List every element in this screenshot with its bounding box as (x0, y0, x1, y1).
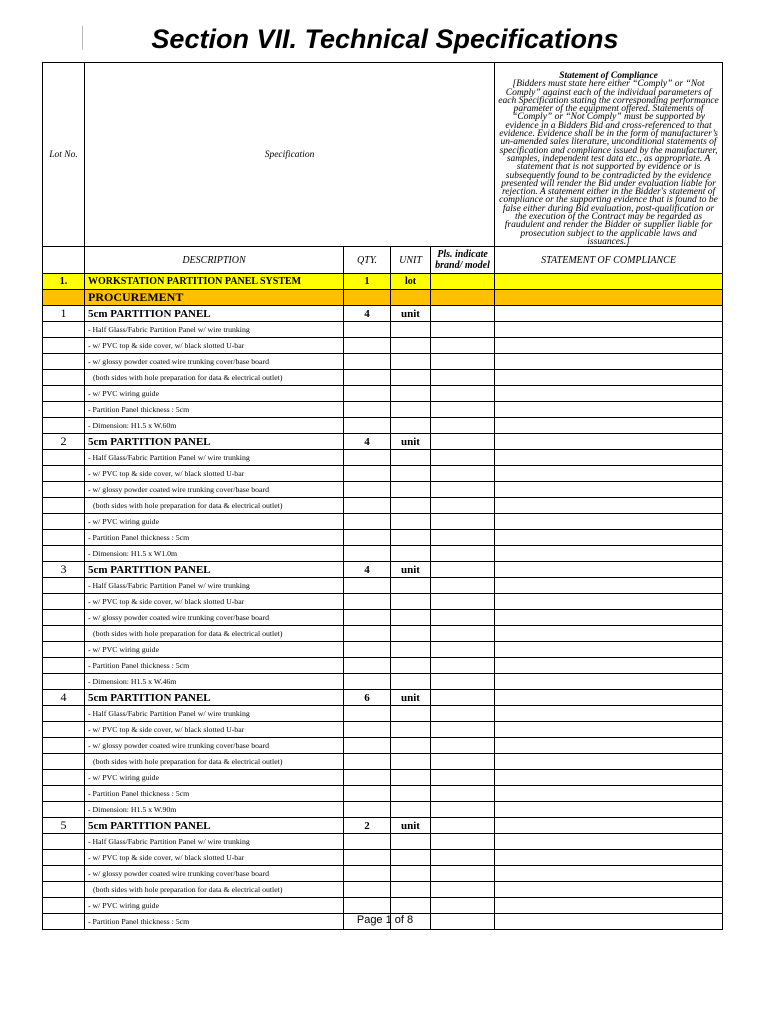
brand-cell (431, 818, 495, 834)
brand-cell (431, 898, 495, 914)
blank-cell (391, 898, 431, 914)
spec-table (42, 62, 723, 930)
brand-cell (431, 754, 495, 770)
blank-cell (391, 770, 431, 786)
spec-row (43, 706, 723, 722)
blank-cell (43, 626, 85, 642)
blank-cell (391, 722, 431, 738)
spec-text: - Half Glass/Fabric Partition Panel w/ wire trunking (85, 834, 344, 850)
brand-cell (431, 722, 495, 738)
blank-cell (344, 770, 391, 786)
compliance-cell (495, 802, 723, 818)
blank-cell (344, 498, 391, 514)
specification-header: Specification (85, 63, 495, 247)
blank-cell (43, 898, 85, 914)
blank-cell (43, 370, 85, 386)
blank-cell (391, 354, 431, 370)
brand-cell (431, 306, 495, 322)
blank-cell (43, 674, 85, 690)
spec-text: (both sides with hole preparation for data & electrical outlet) (85, 370, 344, 386)
blank-cell (431, 290, 495, 306)
blank-cell (344, 754, 391, 770)
item-qty: 4 (344, 434, 391, 450)
spec-row (43, 402, 723, 418)
blank-cell (391, 578, 431, 594)
compliance-cell (495, 898, 723, 914)
compliance-cell (495, 754, 723, 770)
item-lot: 1 (43, 306, 85, 322)
brand-cell (431, 610, 495, 626)
blank-cell (43, 322, 85, 338)
compliance-cell (495, 578, 723, 594)
spec-row (43, 674, 723, 690)
spec-row (43, 450, 723, 466)
brand-cell (431, 642, 495, 658)
spec-row (43, 466, 723, 482)
brand-cell (431, 770, 495, 786)
column-header-row (43, 247, 723, 274)
blank-cell (43, 418, 85, 434)
item-unit: unit (391, 306, 431, 322)
brand-cell (431, 658, 495, 674)
spec-row (43, 834, 723, 850)
item-lot: 2 (43, 434, 85, 450)
blank-cell (43, 450, 85, 466)
blank-cell (391, 658, 431, 674)
spec-row (43, 754, 723, 770)
system-unit: lot (391, 274, 431, 290)
blank-cell (344, 354, 391, 370)
unit-header: UNIT (391, 247, 431, 274)
compliance-cell (495, 594, 723, 610)
blank-cell (344, 594, 391, 610)
brand-cell (431, 450, 495, 466)
blank-cell (344, 642, 391, 658)
compliance-cell (495, 722, 723, 738)
spec-text: - Partition Panel thickness : 5cm (85, 914, 344, 930)
compliance-cell (495, 386, 723, 402)
blank-cell (344, 834, 391, 850)
blank-cell (43, 786, 85, 802)
spec-row (43, 626, 723, 642)
blank-cell (391, 850, 431, 866)
procurement-row (43, 290, 723, 306)
blank-cell (43, 866, 85, 882)
spec-row (43, 850, 723, 866)
system-qty: 1 (344, 274, 391, 290)
spec-text: - Half Glass/Fabric Partition Panel w/ wire trunking (85, 706, 344, 722)
blank-cell (43, 338, 85, 354)
item-name: 5cm PARTITION PANEL (85, 434, 344, 450)
blank-cell (391, 882, 431, 898)
spec-text: - Partition Panel thickness : 5cm (85, 786, 344, 802)
blank-cell (391, 386, 431, 402)
blank-cell (391, 834, 431, 850)
blank-cell (391, 402, 431, 418)
spec-text: - Half Glass/Fabric Partition Panel w/ wire trunking (85, 322, 344, 338)
blank-cell (43, 722, 85, 738)
blank-cell (344, 546, 391, 562)
blank-cell (344, 466, 391, 482)
blank-cell (344, 402, 391, 418)
brand-cell (431, 418, 495, 434)
blank-cell (43, 466, 85, 482)
blank-cell (344, 674, 391, 690)
compliance-cell (495, 450, 723, 466)
blank-cell (391, 706, 431, 722)
blank-cell (43, 882, 85, 898)
blank-cell (43, 706, 85, 722)
blank-cell (344, 738, 391, 754)
brand-cell (431, 482, 495, 498)
blank-cell (344, 418, 391, 434)
blank-cell (391, 338, 431, 354)
blank-cell (43, 290, 85, 306)
item-unit: unit (391, 434, 431, 450)
spec-text: - Partition Panel thickness : 5cm (85, 402, 344, 418)
brand-cell (431, 434, 495, 450)
brand-cell (431, 706, 495, 722)
blank-cell (391, 418, 431, 434)
compliance-cell (495, 770, 723, 786)
description-header: DESCRIPTION (85, 247, 344, 274)
spec-text: - w/ glossy powder coated wire trunking cover/base board (85, 866, 344, 882)
item-qty: 2 (344, 818, 391, 834)
compliance-cell (495, 834, 723, 850)
blank-cell (344, 290, 391, 306)
spec-row (43, 610, 723, 626)
blank-cell (391, 290, 431, 306)
spec-text: - w/ PVC top & side cover, w/ black slotted U-bar (85, 338, 344, 354)
blank-cell (43, 834, 85, 850)
spec-row (43, 514, 723, 530)
item-lot: 4 (43, 690, 85, 706)
blank-cell (391, 754, 431, 770)
blank-cell (344, 866, 391, 882)
compliance-cell (495, 354, 723, 370)
brand-cell (431, 594, 495, 610)
blank-cell (391, 802, 431, 818)
compliance-cell (495, 850, 723, 866)
spec-row (43, 898, 723, 914)
compliance-cell (495, 786, 723, 802)
compliance-cell (495, 514, 723, 530)
blank-cell (391, 674, 431, 690)
spec-row (43, 786, 723, 802)
spec-row (43, 722, 723, 738)
spec-row (43, 370, 723, 386)
blank-cell (391, 866, 431, 882)
spec-row (43, 546, 723, 562)
brand-cell (431, 354, 495, 370)
blank-cell (344, 722, 391, 738)
spec-text: - w/ PVC wiring guide (85, 514, 344, 530)
compliance-title: Statement of Compliance (559, 71, 658, 81)
compliance-cell (495, 466, 723, 482)
brand-cell (431, 466, 495, 482)
brand-cell (431, 674, 495, 690)
blank-cell (391, 786, 431, 802)
brand-cell (431, 402, 495, 418)
spec-row (43, 738, 723, 754)
page-footer: Page 1 of 8 (356, 914, 414, 926)
blank-cell (344, 578, 391, 594)
page-title: Section VII. Technical Specifications (151, 24, 619, 54)
blank-cell (43, 247, 85, 274)
brand-cell (431, 578, 495, 594)
item-qty: 4 (344, 306, 391, 322)
compliance-cell (495, 434, 723, 450)
qty-header: QTY. (344, 247, 391, 274)
spec-text: - Dimension: H1.5 x W1.0m (85, 546, 344, 562)
spec-row (43, 386, 723, 402)
compliance-cell (495, 546, 723, 562)
blank-cell (344, 450, 391, 466)
spec-row (43, 642, 723, 658)
compliance-cell (495, 306, 723, 322)
compliance-cell (495, 322, 723, 338)
brand-cell (431, 562, 495, 578)
blank-cell (43, 594, 85, 610)
compliance-cell (495, 882, 723, 898)
spec-text: - w/ PVC wiring guide (85, 642, 344, 658)
item-lot: 5 (43, 818, 85, 834)
blank-cell (344, 322, 391, 338)
spec-row (43, 770, 723, 786)
blank-cell (344, 850, 391, 866)
blank-cell (43, 642, 85, 658)
spec-text: - w/ PVC wiring guide (85, 386, 344, 402)
blank-cell (344, 530, 391, 546)
spec-text: - w/ glossy powder coated wire trunking cover/base board (85, 738, 344, 754)
spec-text: - Half Glass/Fabric Partition Panel w/ wire trunking (85, 578, 344, 594)
spec-text: - w/ glossy powder coated wire trunking cover/base board (85, 354, 344, 370)
compliance-cell (495, 418, 723, 434)
header-row (43, 63, 723, 247)
compliance-cell (495, 738, 723, 754)
blank-cell (43, 578, 85, 594)
blank-cell (344, 482, 391, 498)
spec-row (43, 594, 723, 610)
blank-cell (43, 802, 85, 818)
blank-cell (391, 514, 431, 530)
blank-cell (43, 530, 85, 546)
spec-text: - w/ PVC top & side cover, w/ black slotted U-bar (85, 594, 344, 610)
blank-cell (391, 450, 431, 466)
blank-cell (43, 354, 85, 370)
blank-cell (344, 786, 391, 802)
blank-cell (43, 482, 85, 498)
spec-text: - w/ glossy powder coated wire trunking cover/base board (85, 610, 344, 626)
spec-row (43, 882, 723, 898)
brand-cell (431, 514, 495, 530)
compliance-cell (495, 706, 723, 722)
spec-row (43, 498, 723, 514)
blank-cell (391, 498, 431, 514)
system-description: WORKSTATION PARTITION PANEL SYSTEM (85, 274, 344, 290)
item-name: 5cm PARTITION PANEL (85, 562, 344, 578)
spec-text: - Dimension: H1.5 x W.46m (85, 674, 344, 690)
compliance-cell (495, 482, 723, 498)
brand-cell (431, 338, 495, 354)
blank-cell (43, 770, 85, 786)
brand-cell (431, 738, 495, 754)
blank-cell (391, 546, 431, 562)
spec-row (43, 338, 723, 354)
blank-cell (344, 658, 391, 674)
compliance-cell (495, 866, 723, 882)
blank-cell (344, 626, 391, 642)
item-name: 5cm PARTITION PANEL (85, 818, 344, 834)
compliance-cell (495, 818, 723, 834)
item-qty: 6 (344, 690, 391, 706)
spec-row (43, 482, 723, 498)
spec-text: (both sides with hole preparation for data & electrical outlet) (85, 882, 344, 898)
compliance-cell (495, 690, 723, 706)
spec-row (43, 418, 723, 434)
blank-cell (43, 738, 85, 754)
spec-row (43, 530, 723, 546)
compliance-cell (495, 370, 723, 386)
spec-text: - Half Glass/Fabric Partition Panel w/ wire trunking (85, 450, 344, 466)
compliance-instructions (495, 63, 723, 247)
brand-cell (431, 498, 495, 514)
blank-cell (391, 482, 431, 498)
spec-row (43, 658, 723, 674)
brand-cell (431, 546, 495, 562)
spec-text: - w/ glossy powder coated wire trunking cover/base board (85, 482, 344, 498)
blank-cell (391, 610, 431, 626)
blank-cell (391, 466, 431, 482)
spec-text: (both sides with hole preparation for data & electrical outlet) (85, 626, 344, 642)
spec-text: (both sides with hole preparation for data & electrical outlet) (85, 498, 344, 514)
compliance-cell (495, 610, 723, 626)
spec-text: - Partition Panel thickness : 5cm (85, 530, 344, 546)
compliance-text: [Bidders must state here either “Comply” or “Not Comply” against each of the individual parameters of each Specification stating the corresponding performance parameter of the equipment offered. Statements of “Comply” or “Not Comply” must be supported by evidence in a Bidders Bid and cross-referenced to that evidence. Evidence shall be in the form of manufacturer’s un-amended sales literature, unconditional statements of specification and compliance issued by the manufacturer, samples, independent test data etc., as appropriate. A statement that is not supported by evidence or is subsequently found to be contradicted by the evidence presented will render the Bid under evaluation liable for rejection. A statement either in the Bidder's statement of compliance or the supporting evidence that is found to be false either during Bid evaluation, post-qualification or the execution of the Contract may be regarded as fraudulent and render the Bidder or supplier liable for prosecution subject to the applicable laws and issuances.] (498, 79, 719, 247)
blank-cell (391, 642, 431, 658)
system-compliance-cell (495, 274, 723, 290)
blank-cell (344, 370, 391, 386)
item-unit: unit (391, 690, 431, 706)
blank-cell (43, 850, 85, 866)
system-brand-cell (431, 274, 495, 290)
blank-cell (344, 338, 391, 354)
compliance-cell (495, 498, 723, 514)
brand-cell (431, 834, 495, 850)
blank-cell (344, 610, 391, 626)
system-lot: 1. (43, 274, 85, 290)
brand-cell (431, 850, 495, 866)
item-unit: unit (391, 818, 431, 834)
compliance-cell (495, 562, 723, 578)
compliance-cell (495, 658, 723, 674)
blank-cell (43, 658, 85, 674)
system-row (43, 274, 723, 290)
blank-cell (43, 498, 85, 514)
spec-text: - Dimension: H1.5 x W.60m (85, 418, 344, 434)
item-unit: unit (391, 562, 431, 578)
blank-cell (391, 626, 431, 642)
item-name: 5cm PARTITION PANEL (85, 306, 344, 322)
item-name: 5cm PARTITION PANEL (85, 690, 344, 706)
brand-cell (431, 530, 495, 546)
blank-cell (43, 402, 85, 418)
spec-row (43, 322, 723, 338)
brand-cell (431, 690, 495, 706)
blank-cell (344, 898, 391, 914)
brand-cell (431, 786, 495, 802)
procurement-label: PROCUREMENT (85, 290, 344, 306)
blank-cell (344, 706, 391, 722)
blank-cell (391, 322, 431, 338)
spec-row (43, 578, 723, 594)
blank-cell (344, 386, 391, 402)
blank-cell (391, 738, 431, 754)
spec-text: - Dimension: H1.5 x W.90m (85, 802, 344, 818)
blank-cell (344, 514, 391, 530)
item-row (43, 306, 723, 322)
compliance-cell (495, 530, 723, 546)
brand-cell (431, 802, 495, 818)
brand-cell (431, 386, 495, 402)
spec-row (43, 802, 723, 818)
brand-cell (431, 882, 495, 898)
item-row (43, 562, 723, 578)
blank-cell (43, 386, 85, 402)
blank-cell (344, 882, 391, 898)
spec-text: - w/ PVC wiring guide (85, 898, 344, 914)
lot-no-header: Lot No. (43, 63, 85, 247)
brand-cell (431, 322, 495, 338)
spec-text: - Partition Panel thickness : 5cm (85, 658, 344, 674)
compliance-cell (495, 642, 723, 658)
blank-cell (391, 530, 431, 546)
spec-text: - w/ PVC top & side cover, w/ black slotted U-bar (85, 850, 344, 866)
blank-cell (495, 290, 723, 306)
spec-text: - w/ PVC top & side cover, w/ black slotted U-bar (85, 466, 344, 482)
spec-text: - w/ PVC wiring guide (85, 770, 344, 786)
compliance-header: STATEMENT OF COMPLIANCE (495, 247, 723, 274)
item-qty: 4 (344, 562, 391, 578)
brand-header: Pls. indicate brand/ model (431, 247, 495, 274)
blank-cell (43, 754, 85, 770)
item-row (43, 434, 723, 450)
spec-text: (both sides with hole preparation for data & electrical outlet) (85, 754, 344, 770)
compliance-cell (495, 338, 723, 354)
brand-cell (431, 370, 495, 386)
blank-cell (43, 610, 85, 626)
item-row (43, 690, 723, 706)
blank-cell (391, 594, 431, 610)
spec-row (43, 866, 723, 882)
compliance-cell (495, 626, 723, 642)
brand-cell (431, 866, 495, 882)
item-row (43, 818, 723, 834)
spec-text: - w/ PVC top & side cover, w/ black slotted U-bar (85, 722, 344, 738)
compliance-cell (495, 674, 723, 690)
spec-row (43, 354, 723, 370)
blank-cell (344, 802, 391, 818)
item-lot: 3 (43, 562, 85, 578)
compliance-cell (495, 402, 723, 418)
blank-cell (43, 546, 85, 562)
brand-cell (431, 626, 495, 642)
blank-cell (391, 370, 431, 386)
blank-cell (43, 514, 85, 530)
